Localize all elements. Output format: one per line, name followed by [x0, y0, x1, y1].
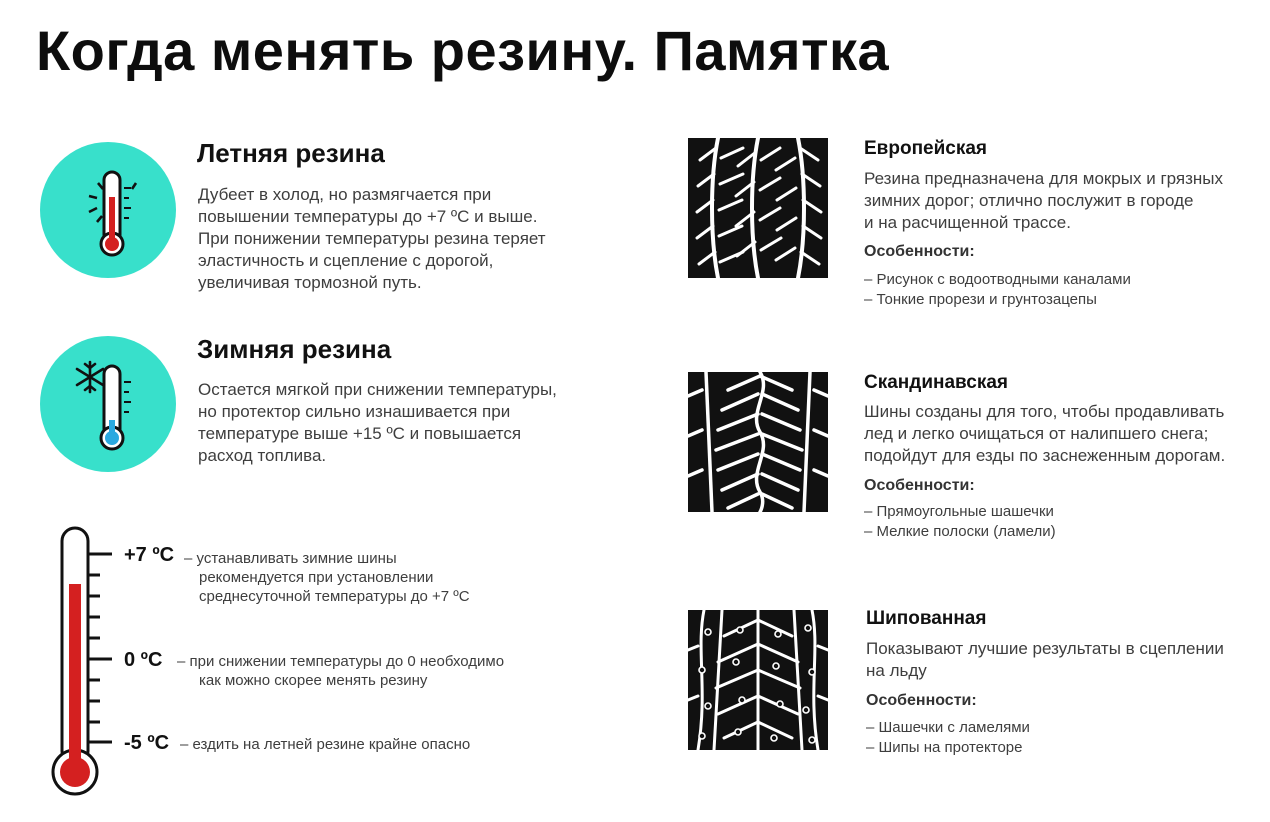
- european-line: зимних дорог; отлично послужит в городе: [864, 191, 1194, 210]
- studded-features-label: Особенности:: [866, 692, 977, 709]
- winter-tyres-heading: Зимняя резина: [197, 334, 392, 364]
- sun-thermometer-icon: [40, 142, 176, 278]
- temp-note-line: – при снижении температуры до 0 необходимо: [177, 653, 505, 670]
- temp-note-line: среднесуточной температуры до +7 ºС: [199, 588, 470, 605]
- scandinavian-line: подойдут для езды по заснеженным дорогам.: [864, 446, 1226, 465]
- list-item: – Рисунок с водоотводными каналами: [864, 271, 1131, 288]
- scandinavian-features-label: Особенности:: [864, 477, 975, 494]
- scandinavian-features-list: [864, 502, 1056, 542]
- winter-line: температуре выше +15 ºС и повышается: [198, 424, 522, 443]
- summer-line: При понижении температуры резина теряет: [198, 229, 546, 248]
- temp-note-line: – ездить на летней резине крайне опасно: [180, 736, 471, 753]
- list-item: – Шипы на протекторе: [866, 739, 1023, 756]
- temp-note-minus5: [180, 735, 470, 754]
- scandinavian-heading: Скандинавская: [864, 372, 1008, 393]
- list-item: – Шашечки с ламелями: [866, 719, 1030, 736]
- studded-features-list: [866, 718, 1030, 758]
- scandinavian-line: лед и легко очищаться от налипшего снега;: [864, 424, 1209, 443]
- temp-note-plus7: [184, 549, 470, 606]
- temp-mark-minus5: -5 ºС: [124, 732, 170, 754]
- summer-tyres-heading: Летняя резина: [197, 138, 385, 168]
- european-tread-icon: [688, 138, 828, 278]
- scandinavian-description: [864, 401, 1225, 467]
- summer-line: повышении температуры до +7 ºС и выше.: [198, 207, 538, 226]
- temp-note-line: как можно скорее менять резину: [199, 672, 428, 689]
- summer-tyres-description: [198, 184, 546, 294]
- winter-tyres-description: [198, 379, 557, 467]
- european-features-label: Особенности:: [864, 243, 975, 260]
- winter-line: но протектор сильно изнашивается при: [198, 402, 511, 421]
- temp-mark-plus7: +7 ºС: [124, 544, 175, 566]
- temp-note-line: рекомендуется при установлении: [199, 569, 434, 586]
- temp-mark-zero: 0 ºС: [124, 649, 163, 671]
- snowflake-thermometer-icon: [40, 336, 176, 472]
- studded-tread-icon: [688, 610, 828, 750]
- european-line: Резина предназначена для мокрых и грязных: [864, 169, 1224, 188]
- studded-line: Показывают лучшие результаты в сцеплении: [866, 639, 1224, 658]
- european-features-list: [864, 270, 1131, 310]
- studded-description: [866, 638, 1224, 682]
- summer-line: эластичность и сцепление с дорогой,: [198, 251, 494, 270]
- summer-line: Дубеет в холод, но размягчается при: [198, 185, 492, 204]
- studded-line: на льду: [866, 661, 927, 680]
- list-item: – Мелкие полоски (ламели): [864, 523, 1056, 540]
- page-title: Когда менять резину. Памятка: [36, 19, 890, 82]
- thermometer-icon: [44, 526, 114, 798]
- winter-line: расход топлива.: [198, 446, 327, 465]
- european-line: и на расчищенной трассе.: [864, 213, 1071, 232]
- european-description: [864, 168, 1223, 234]
- european-heading: Европейская: [864, 138, 988, 159]
- list-item: – Тонкие прорези и грунтозацепы: [864, 291, 1097, 308]
- temp-note-line: – устанавливать зимние шины: [184, 550, 397, 567]
- temp-note-zero: [177, 652, 504, 690]
- studded-heading: Шипованная: [866, 608, 987, 629]
- list-item: – Прямоугольные шашечки: [864, 503, 1054, 520]
- winter-line: Остается мягкой при снижении температуры,: [198, 380, 557, 399]
- summer-line: увеличивая тормозной путь.: [198, 273, 422, 292]
- scandinavian-tread-icon: [688, 372, 828, 512]
- scandinavian-line: Шины созданы для того, чтобы продавливать: [864, 402, 1225, 421]
